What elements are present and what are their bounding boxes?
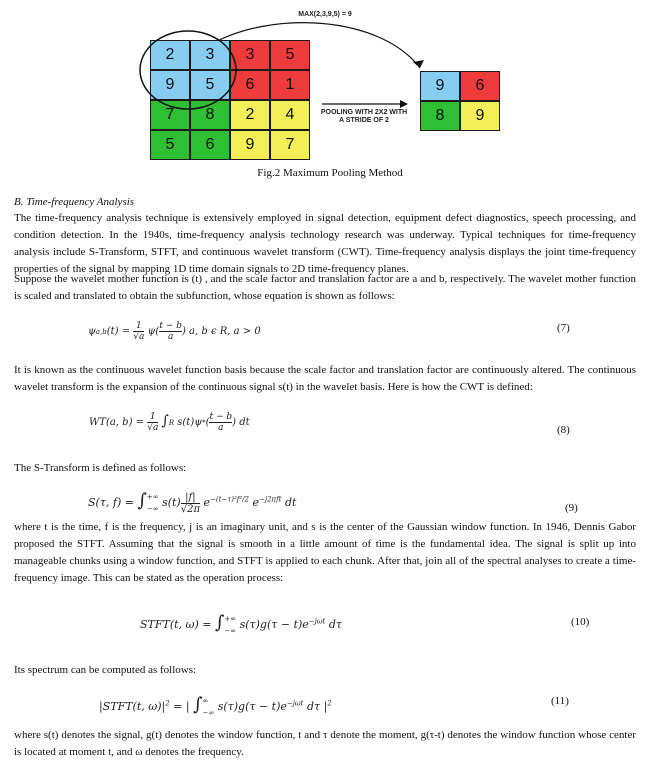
- pooling-label: [311, 109, 417, 125]
- equation-8-number: (8): [557, 424, 570, 436]
- input-cell: 6: [190, 130, 230, 160]
- input-cell: 5: [150, 130, 190, 160]
- input-cell: 4: [270, 100, 310, 130]
- equation-10-number: (10): [571, 616, 590, 628]
- input-cell: 8: [190, 100, 230, 130]
- input-cell: 9: [150, 70, 190, 100]
- equation-11-number: (11): [551, 695, 569, 707]
- equation-10: STFT(t, ω) = ∫ +∞ −∞ $s(\tau)g(\tau - t)e^{-j\omega t}$ dτ: [140, 612, 342, 635]
- paragraph-3: It is known as the continuous wavelet function basis because the scale factor and translation factor are continuously altered. The continuous wavelet transform is the expansion of the continuous signal s(t) in the wavelet basis. Here is how the CWT is defined:: [14, 364, 636, 393]
- pooling-label-line2: A STRIDE OF 2: [339, 117, 389, 124]
- equation-9: S(τ, f) = ∫ +∞ −∞ s(t) $\frac{|f|}{√2\pi}$ $e^{-(t-\tau)^2f^2/2}$ $e^{-j2\pi ft}$ dt: [88, 490, 297, 515]
- input-cell: 7: [270, 130, 310, 160]
- output-cell: 9: [460, 101, 500, 131]
- equation-7: ψa,b(t) = $\frac{1}{√a}$ ψ( $\frac{t - b}{a}$ ) a, b ϵ R, a > 0: [88, 321, 261, 342]
- input-cell: 3: [190, 40, 230, 70]
- input-cell: 5: [190, 70, 230, 100]
- input-cell: 3: [230, 40, 270, 70]
- input-cell: 6: [230, 70, 270, 100]
- paragraph-6: Its spectrum can be computed as follows:: [14, 664, 197, 676]
- highlight-circle-icon: [135, 25, 245, 115]
- paragraph-1: The time-frequency analysis technique is extensively employed in signal detection, equipment defect diagnostics, speech processing, and condition detection. In the 1940s, time-frequency analysis technology research was underway. Typical techniques for time-frequency analysis include S-Transform, STFT, and continuous wavelet transform (CWT). Time-frequency analysis displays the joint time-frequency properties of the signal by mapping 1D time domain signals to 2D time-frequency planes.: [14, 212, 636, 275]
- input-cell: 9: [230, 130, 270, 160]
- input-cell: 2: [230, 100, 270, 130]
- input-cell: 2: [150, 40, 190, 70]
- max-label: MAX(2,3,9,5) = 9: [298, 11, 352, 18]
- paragraph-5: where t is the time, f is the frequency, j is an imaginary unit, and s is the center of the Gaussian window function. In 1946, Dennis Gabor proposed the STFT. Assuming that the signal is smooth in a little amount of time is the fundamental idea. The signal is split up into manageable chunks using a window function, and STFT is applied to each chunk. After that, join all of the spectral analyses to create a time-frequency image. This can be stated as the operation process:: [14, 521, 636, 584]
- input-cell: 1: [270, 70, 310, 100]
- paragraph-2: Suppose the wavelet mother function is (t) , and the scale factor and translation factor are a and b, respectively. The wavelet mother function is scaled and translated to obtain the subfunction, whose equation is shown as follows:: [14, 273, 636, 302]
- paragraph-4: The S-Transform is defined as follows:: [14, 462, 187, 474]
- equation-8: WT(a, b) = $\frac{1}{√a}$ ∫R s(t)ψ*( $\frac{t - b}{a}$ ) dt: [89, 412, 250, 433]
- output-cell: 9: [420, 71, 460, 101]
- input-cell: 5: [270, 40, 310, 70]
- output-cell: 6: [460, 71, 500, 101]
- figure-caption: Fig.2 Maximum Pooling Method: [257, 167, 403, 179]
- pooling-label-line1: POOLING WITH 2X2 WITH: [320, 109, 408, 116]
- equation-7-number: (7): [557, 322, 570, 334]
- curved-arrow-icon: [0, 0, 660, 160]
- input-cell: 7: [150, 100, 190, 130]
- equation-11: |STFT(t, $\omega)|^2$ = | ∫ ∞ −∞ $s(\tau)g(\tau - t)e^{-j\omega t}$ dτ $|^2$: [99, 694, 332, 717]
- section-heading: B. Time-frequency Analysis: [14, 196, 135, 208]
- equation-9-number: (9): [565, 502, 578, 514]
- paragraph-7: where s(t) denotes the signal, g(t) denotes the window function, t and τ denote the moment, g(τ-t) denotes the window function whose center is located at moment t, and ω denotes the frequency.: [14, 729, 636, 758]
- output-cell: 8: [420, 101, 460, 131]
